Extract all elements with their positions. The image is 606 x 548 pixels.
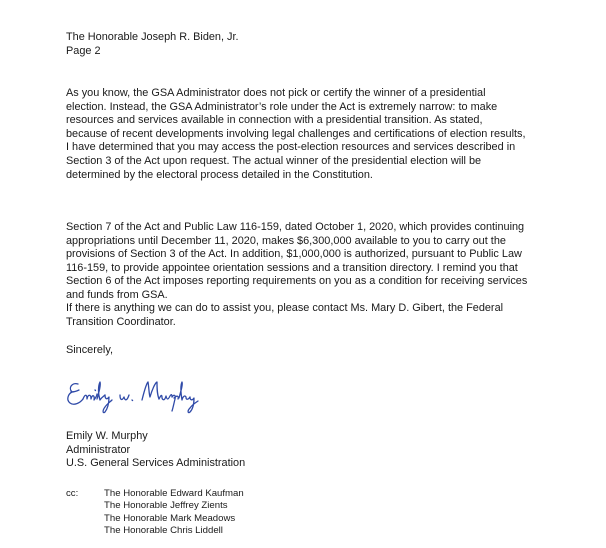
cc-recipient: The Honorable Edward Kaufman (104, 488, 244, 499)
paragraph-3-line: Transition Coordinator. (66, 315, 176, 328)
paragraph-1-line: Section 3 of the Act upon request. The actual winner of the presidential election will be (66, 154, 482, 167)
paragraph-2-line: Section 6 of the Act imposes reporting requirements on you as a condition for receiving services (66, 275, 528, 288)
cc-recipient: The Honorable Mark Meadows (104, 512, 236, 524)
page-number: Page 2 (66, 44, 101, 57)
cc-label: cc: (66, 488, 79, 499)
paragraph-3 (66, 302, 503, 329)
paragraph-2-line: provisions of Section 3 of the Act. In addition, $1,000,000 is authorized, pursuant to Public Law (66, 248, 522, 261)
paragraph-3-line: If there is anything we can do to assist you, please contact Ms. Mary D. Gibert, the Federal (66, 302, 504, 314)
paragraph-1-line: resources and services available in connection with a presidential transition. As stated, (66, 114, 483, 127)
paragraph-1-line: As you know, the GSA Administrator does not pick or certify the winner of a presidential (66, 87, 486, 99)
signer-block (66, 430, 245, 471)
cc-recipient-list (104, 488, 244, 537)
addressee-line: The Honorable Joseph R. Biden, Jr. (66, 31, 239, 43)
paragraph-2-line: Section 7 of the Act and Public Law 116-159, dated October 1, 2020, which provides continuing (66, 221, 525, 233)
cc-recipient: The Honorable Chris Liddell (104, 524, 223, 536)
cc-recipient: The Honorable Jeffrey Zients (104, 500, 228, 512)
closing-salutation: Sincerely, (66, 344, 114, 356)
paragraph-1-line: determined by the electoral process detailed in the Constitution. (66, 168, 373, 181)
signer-organization: U.S. General Services Administration (66, 457, 246, 470)
signer-name: Emily W. Murphy (66, 430, 148, 442)
paragraph-1-line: I have determined that you may access the post-election resources and services described in (66, 141, 516, 154)
paragraph-1 (66, 87, 526, 182)
paragraph-2-line: 116-159, to provide appointee orientation sessions and a transition directory. I remind you that (66, 261, 518, 274)
paragraph-2-line: appropriations until December 11, 2020, makes $6,300,000 available to you to carry out the (66, 234, 506, 247)
handwritten-signature (64, 370, 214, 418)
paragraph-2 (66, 221, 527, 303)
paragraph-2-line: and funds from GSA. (66, 288, 168, 301)
paragraph-1-line: because of recent developments involving legal challenges and certifications of election results, (66, 127, 526, 140)
signer-title: Administrator (66, 443, 131, 456)
paragraph-1-line: election. Instead, the GSA Administrator’s role under the Act is extremely narrow: to make (66, 100, 498, 113)
letter-header (66, 31, 239, 58)
